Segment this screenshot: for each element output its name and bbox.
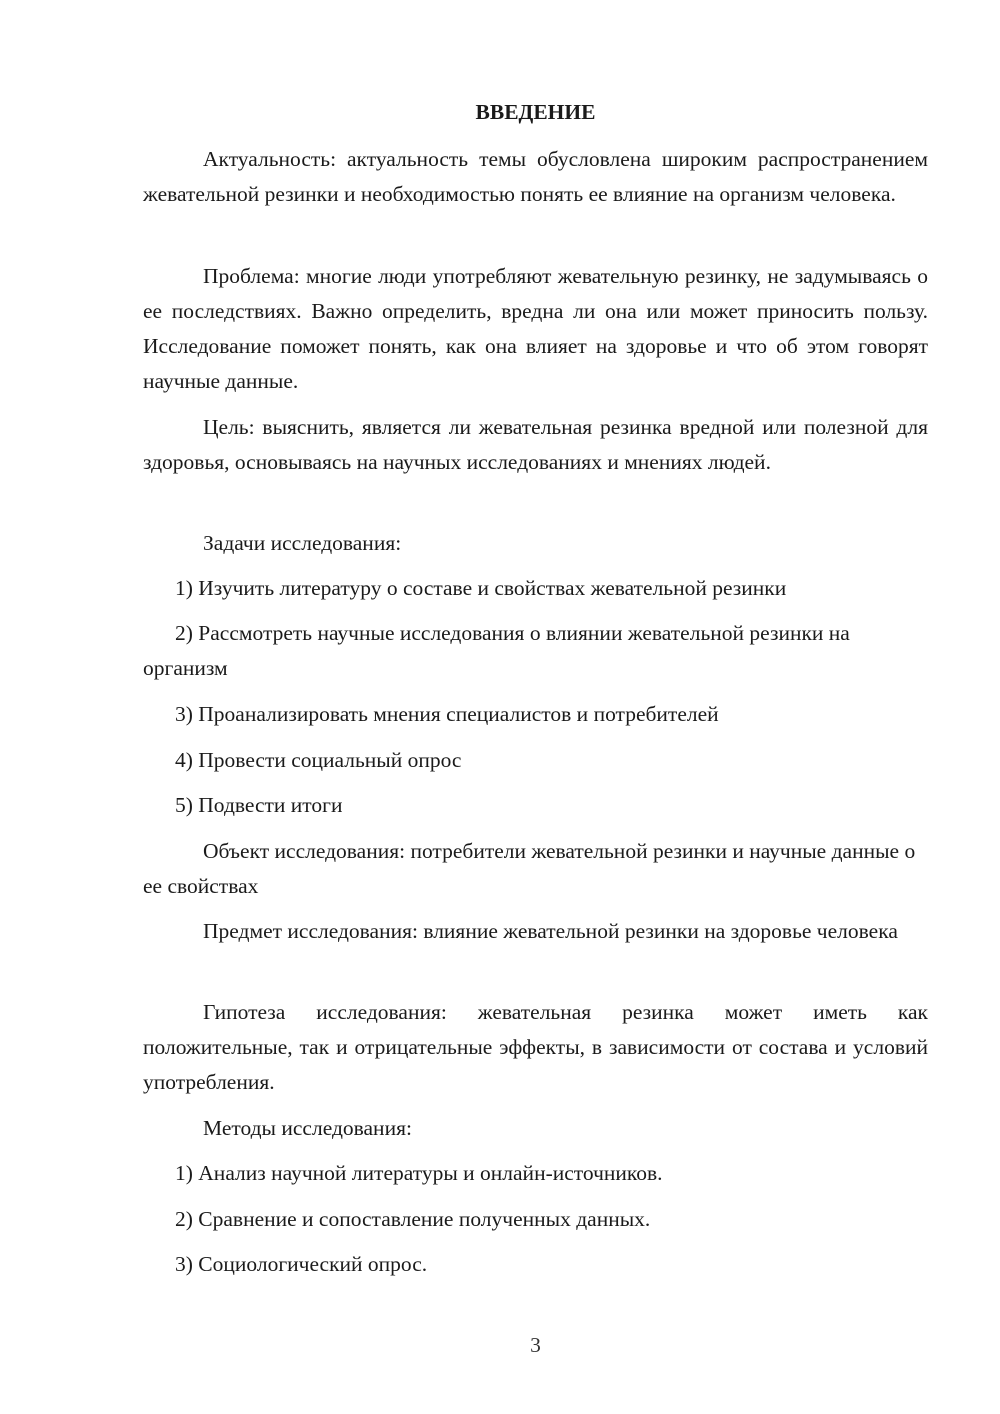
page-title: ВВЕДЕНИЕ <box>475 100 596 124</box>
method-item: 2) Сравнение и сопоставление полученных данных. <box>175 1207 651 1231</box>
paragraph-hypothesis: Гипотеза исследования: жевательная резинка может иметь как положительные, так и отрицательные эффекты, в зависимости от состава и условий употребления. <box>143 1000 928 1094</box>
task-item: 2) Рассмотреть научные исследования о влиянии жевательной резинки на организм <box>143 621 850 680</box>
paragraph-object: Объект исследования: потребители жевательной резинки и научные данные о ее свойствах <box>143 839 916 898</box>
page-number: 3 <box>530 1333 541 1357</box>
method-item: 1) Анализ научной литературы и онлайн-источников. <box>175 1161 663 1185</box>
task-item: 5) Подвести итоги <box>175 793 343 817</box>
paragraph-goal: Цель: выяснить, является ли жевательная резинка вредной или полезной для здоровья, основываясь на научных исследованиях и мнениях людей. <box>143 415 928 474</box>
paragraph-relevance: Актуальность: актуальность темы обусловлена широким распространением жевательной резинки и необходимостью понять ее влияние на организм человека. <box>143 147 928 206</box>
paragraph-problem: Проблема: многие люди употребляют жевательную резинку, не задумываясь о ее последствиях. Важно определить, вредна ли она или может приносить пользу. Исследование поможет понять, как она влияет на здоровье и что об этом говорят научные данные. <box>143 264 928 393</box>
task-item: 4) Провести социальный опрос <box>175 748 462 772</box>
task-item: 3) Проанализировать мнения специалистов и потребителей <box>175 702 719 726</box>
paragraph-subject: Предмет исследования: влияние жевательной резинки на здоровье человека <box>203 919 898 943</box>
methods-heading: Методы исследования: <box>203 1116 412 1140</box>
task-item: 1) Изучить литературу о составе и свойствах жевательной резинки <box>175 576 787 600</box>
method-item: 3) Социологический опрос. <box>175 1252 428 1276</box>
tasks-heading: Задачи исследования: <box>203 531 402 555</box>
document-page <box>143 0 928 1414</box>
